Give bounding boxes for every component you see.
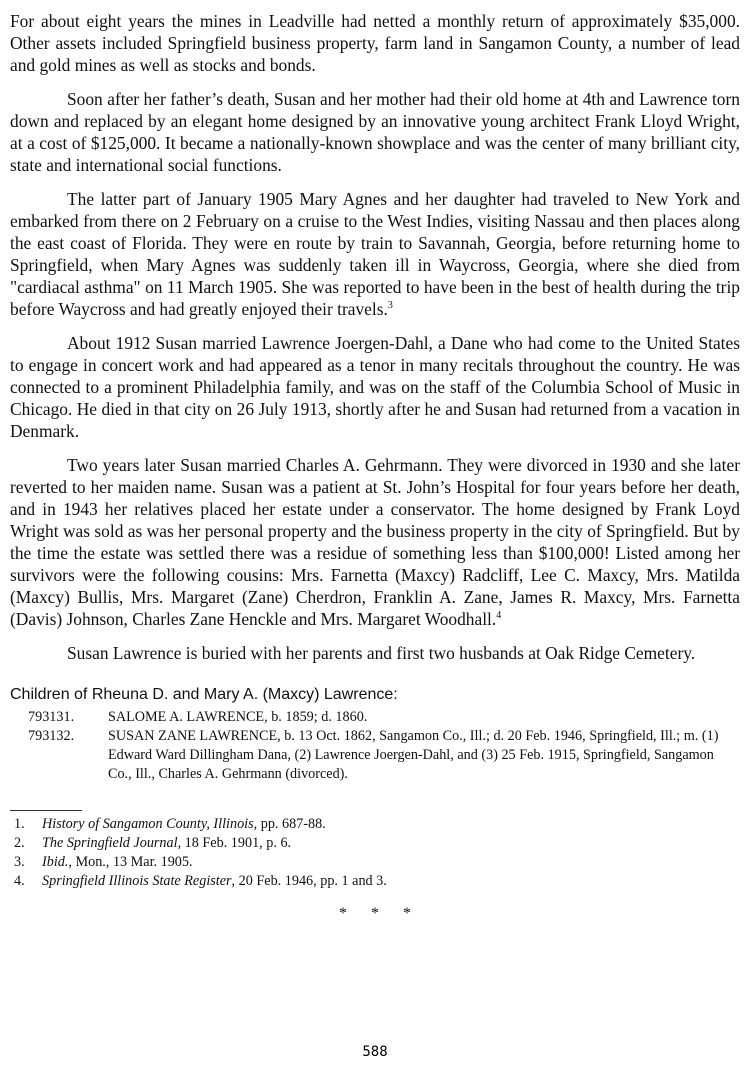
paragraph-2-text: Soon after her father’s death, Susan and her mother had their old home at 4th and Lawrence torn down and replaced by an elegant home designed by an innovative young architect Frank Lloyd Wright, at a cost of $125,000. It became a nationally-known showplace and was the center of many brilliant city, state and international social functions. [10, 89, 740, 175]
paragraph-3 [10, 188, 740, 320]
document-page [10, 10, 740, 925]
paragraph-5-text: Two years later Susan married Charles A. Gehrmann. They were divorced in 1930 and she later reverted to her maiden name. Susan was a patient at St. John’s Hospital for four years before her death, and in 1943 her relatives placed her estate under a conservator. The home designed by Frank Loyd Wright was sold as was her personal property and the business property in the city of Springfield. But by the time the estate was settled there was a residue of something less than $100,000! Listed among her survivors were the following cousins: Mrs. Farnetta (Maxcy) Radcliff, Lee C. Maxcy, Mrs. Matilda (Maxcy) Bullis, Mrs. Margaret (Zane) Cherdron, Franklin A. Zane, James R. Maxcy, Mrs. Farnetta (Davis) Johnson, Charles Zane Henckle and Mrs. Margaret Woodhall. [10, 455, 740, 629]
footnote-text [42, 872, 740, 891]
footnote-text [42, 853, 740, 872]
paragraph-1-text: For about eight years the mines in Leadville had netted a monthly return of approximately $35,000. Other assets included Springfield business property, farm land in Sangamon County, a number of lead and gold mines as well as stocks and bonds. [10, 11, 740, 75]
footnotes [10, 810, 740, 891]
footnote [10, 872, 740, 891]
footnote-title: Ibid. [42, 854, 69, 870]
footnote-number: 2. [14, 835, 25, 851]
footnote-detail: , 18 Feb. 1901, p. 6. [177, 835, 292, 851]
child-entry [10, 727, 740, 784]
child-text: SALOME A. LAWRENCE, b. 1859; d. 1860. [108, 709, 368, 725]
child-number: 793132. [28, 728, 75, 744]
children-list [10, 684, 740, 784]
child-text: SUSAN ZANE LAWRENCE, b. 13 Oct. 1862, Sangamon Co., Ill.; d. 20 Feb. 1946, Springfield, Ill.; m. (1) Edward Ward Dillingham Dana, (2) Lawrence Joergen-Dahl, and (3) 25 Feb. 1915, Springfield, Sangamon Co., Ill., Charles A. Gehrmann (divorced). [108, 728, 719, 782]
paragraph-2 [10, 88, 740, 176]
footnote-title: Springfield Illinois State Register [42, 873, 232, 889]
child-entry [10, 708, 740, 727]
footnote-detail: , Mon., 13 Mar. 1905. [68, 854, 193, 870]
paragraph-5 [10, 454, 740, 630]
children-heading: Children of Rheuna D. and Mary A. (Maxcy) Lawrence: [10, 686, 398, 703]
footnote-title: History of Sangamon County, Illinois [42, 816, 254, 832]
footnote-number: 4. [14, 873, 25, 889]
paragraph-4 [10, 332, 740, 442]
paragraph-4-text: About 1912 Susan married Lawrence Joergen-Dahl, a Dane who had come to the United States to engage in concert work and had appeared as a tenor in many recitals throughout the country. He was connected to a prominent Philadelphia family, and was on the staff of the Columbia School of Music in Chicago. He died in that city on 26 July 1913, shortly after he and Susan had returned from a vacation in Denmark. [10, 333, 740, 441]
footnote-number: 3. [14, 854, 25, 870]
footnote-ref-4: 4 [496, 610, 502, 622]
footnote-ref-3: 3 [387, 300, 393, 312]
section-break: * * * [339, 905, 421, 922]
footnote-detail: , 20 Feb. 1946, pp. 1 and 3. [231, 873, 387, 889]
footnote-number: 1. [14, 816, 25, 832]
footnote-divider [10, 810, 82, 811]
paragraph-3-text: The latter part of January 1905 Mary Agnes and her daughter had traveled to New York and embarked from there on 2 February on a cruise to the West Indies, visiting Nassau and then places along the east coast of Florida. They were en route by train to Savannah, Georgia, before returning home to Springfield, when Mary Agnes was suddenly taken ill in Waycross, Georgia, where she died from "cardiacal asthma" on 11 March 1905. She was reported to have been in the best of health during the trip before Waycross and had greatly enjoyed their travels. [10, 189, 740, 319]
paragraph-1 [10, 10, 740, 76]
footnote-title: The Springfield Journal [42, 835, 178, 851]
footnote [10, 853, 740, 872]
footnote-detail: , pp. 687-88. [253, 816, 326, 832]
paragraph-6 [10, 642, 740, 664]
footnote [10, 815, 740, 834]
paragraph-6-text: Susan Lawrence is buried with her parents and first two husbands at Oak Ridge Cemetery. [67, 643, 696, 663]
child-number: 793131. [28, 709, 75, 725]
footnote-text [42, 834, 740, 853]
footnote [10, 834, 740, 853]
page-number: 588 [362, 1044, 388, 1060]
footnote-text [42, 815, 740, 834]
